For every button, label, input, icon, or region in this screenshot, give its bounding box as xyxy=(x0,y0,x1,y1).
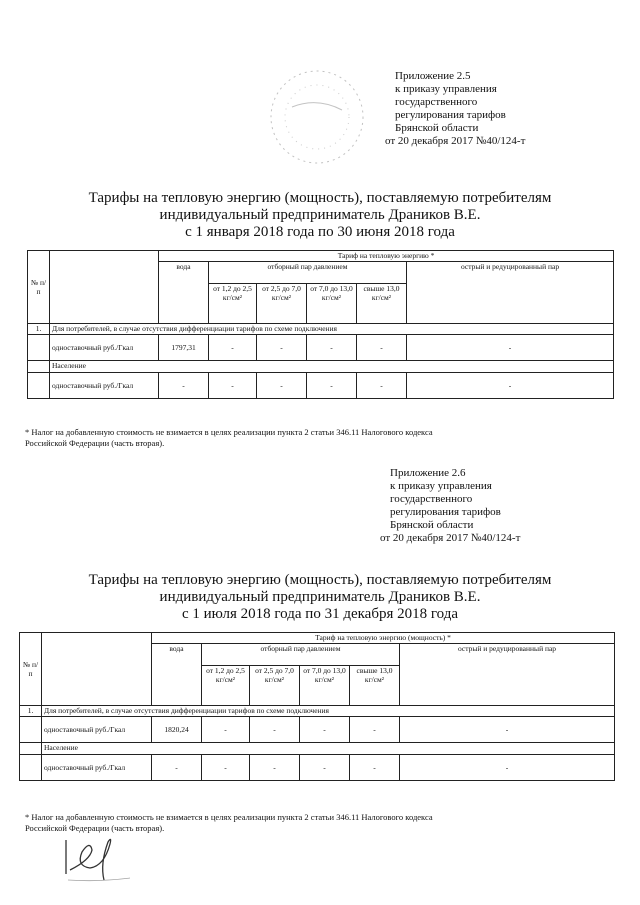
row-description: Для потребителей, в случае отсутствия дифференциации тарифов по схеме подключения xyxy=(42,706,615,717)
population-label: Население xyxy=(50,361,614,373)
appendix2-header-line: Приложение 2.6 xyxy=(390,467,466,479)
dash-cell: - xyxy=(300,717,350,743)
empty-cell xyxy=(28,361,50,373)
appendix1-title-line: Тарифы на тепловую энергию (мощность), поставляемую потребителям xyxy=(88,190,552,206)
appendix1-header-line: Приложение 2.5 xyxy=(395,70,471,82)
footnote-line: Российской Федерации (часть вторая). xyxy=(25,823,165,833)
single-rate-label: одноставочный руб./Гкал xyxy=(50,335,159,361)
appendix2-header-line: регулирования тарифов xyxy=(390,506,501,518)
water-header: вода xyxy=(152,644,202,706)
dash-cell: - xyxy=(307,335,357,361)
single-rate-label: одноставочный руб./Гкал xyxy=(42,717,152,743)
empty-cell xyxy=(20,717,42,743)
sharp-steam-header: острый и редуцированный пар xyxy=(400,644,615,706)
dash-cell: - xyxy=(350,755,400,781)
appendix2-title xyxy=(0,572,640,623)
footnote-line: Российской Федерации (часть вторая). xyxy=(25,438,165,448)
appendix2-tariff-table xyxy=(19,632,615,781)
pressure-1: от 1,2 до 2,5 кг/см² xyxy=(209,284,257,324)
empty-header xyxy=(42,633,152,706)
appendix2-title-line: с 1 июля 2018 года по 31 декабря 2018 года xyxy=(182,606,458,622)
appendix1-header-line: Брянской области xyxy=(395,122,479,134)
appendix1-header-line: от 20 декабря 2017 №40/124-т xyxy=(385,135,526,147)
dash-cell: - xyxy=(407,335,614,361)
tariff-header: Тариф на тепловую энергию * xyxy=(159,251,614,262)
appendix1-header xyxy=(385,70,526,148)
dash-cell: - xyxy=(407,373,614,399)
dash-cell: - xyxy=(209,335,257,361)
empty-cell xyxy=(28,373,50,399)
appendix2-header-line: государственного xyxy=(390,493,473,505)
footnote-line: * Налог на добавленную стоимость не взимается в целях реализации пункта 2 статьи 346.11 Налогового кодекса xyxy=(25,427,433,437)
empty-header xyxy=(50,251,159,324)
footnote-line: * Налог на добавленную стоимость не взимается в целях реализации пункта 2 статьи 346.11 Налогового кодекса xyxy=(25,812,433,822)
appendix1-tariff-table xyxy=(27,250,614,399)
water-value: 1820,24 xyxy=(152,717,202,743)
pressure-1: от 1,2 до 2,5 кг/см² xyxy=(202,666,250,706)
dash-cell: - xyxy=(209,373,257,399)
pressure-3: от 7,0 до 13,0 кг/см² xyxy=(300,666,350,706)
steam-header: отборный пар давлением xyxy=(202,644,400,666)
pressure-2: от 2,5 до 7,0 кг/см² xyxy=(257,284,307,324)
dash-cell: - xyxy=(250,755,300,781)
row-number: 1. xyxy=(28,324,50,335)
steam-header: отборный пар давлением xyxy=(209,262,407,284)
dash-cell: - xyxy=(257,373,307,399)
signature-icon xyxy=(60,830,140,890)
appendix2-header xyxy=(380,467,521,545)
appendix1-header-line: государственного xyxy=(395,96,478,108)
appendix1-title xyxy=(0,190,640,241)
row-number: 1. xyxy=(20,706,42,717)
appendix2-header-line: к приказу управления xyxy=(390,480,492,492)
dash-cell: - xyxy=(202,717,250,743)
appendix2-header-line: от 20 декабря 2017 №40/124-т xyxy=(380,532,521,544)
appendix2-title-line: Тарифы на тепловую энергию (мощность), поставляемую потребителям xyxy=(88,572,552,588)
empty-cell xyxy=(20,743,42,755)
tariff-header: Тариф на тепловую энергию (мощность) * xyxy=(152,633,615,644)
appendix1-header-line: регулирования тарифов xyxy=(395,109,506,121)
single-rate-label: одноставочный руб./Гкал xyxy=(50,373,159,399)
row-description: Для потребителей, в случае отсутствия дифференциации тарифов по схеме подключения xyxy=(50,324,614,335)
water-value: 1797,31 xyxy=(159,335,209,361)
appendix1-title-line: с 1 января 2018 года по 30 июня 2018 года xyxy=(185,224,455,240)
dash-cell: - xyxy=(400,717,615,743)
faint-stamp-icon xyxy=(262,62,372,172)
sharp-steam-header: острый и редуцированный пар xyxy=(407,262,614,324)
empty-cell xyxy=(28,335,50,361)
dash-cell: - xyxy=(357,373,407,399)
single-rate-label: одноставочный руб./Гкал xyxy=(42,755,152,781)
dash-cell: - xyxy=(300,755,350,781)
dash-cell: - xyxy=(257,335,307,361)
pressure-4: свыше 13,0 кг/см² xyxy=(350,666,400,706)
dash-cell: - xyxy=(202,755,250,781)
dash-cell: - xyxy=(357,335,407,361)
pressure-3: от 7,0 до 13,0 кг/см² xyxy=(307,284,357,324)
appendix1-header-line: к приказу управления xyxy=(395,83,497,95)
appendix1-footnote xyxy=(25,427,433,449)
dash-cell: - xyxy=(400,755,615,781)
empty-cell xyxy=(20,755,42,781)
dash-cell: - xyxy=(152,755,202,781)
appendix2-title-line: индивидуальный предприниматель Драников В.Е. xyxy=(159,589,481,605)
pressure-2: от 2,5 до 7,0 кг/см² xyxy=(250,666,300,706)
pressure-4: свыше 13,0 кг/см² xyxy=(357,284,407,324)
dash-cell: - xyxy=(159,373,209,399)
num-header: № п/п xyxy=(20,633,42,706)
dash-cell: - xyxy=(307,373,357,399)
dash-cell: - xyxy=(250,717,300,743)
num-header: № п/п xyxy=(28,251,50,324)
water-header: вода xyxy=(159,262,209,324)
appendix1-title-line: индивидуальный предприниматель Драников В.Е. xyxy=(159,207,481,223)
appendix2-header-line: Брянской области xyxy=(390,519,474,531)
dash-cell: - xyxy=(350,717,400,743)
population-label: Население xyxy=(42,743,615,755)
